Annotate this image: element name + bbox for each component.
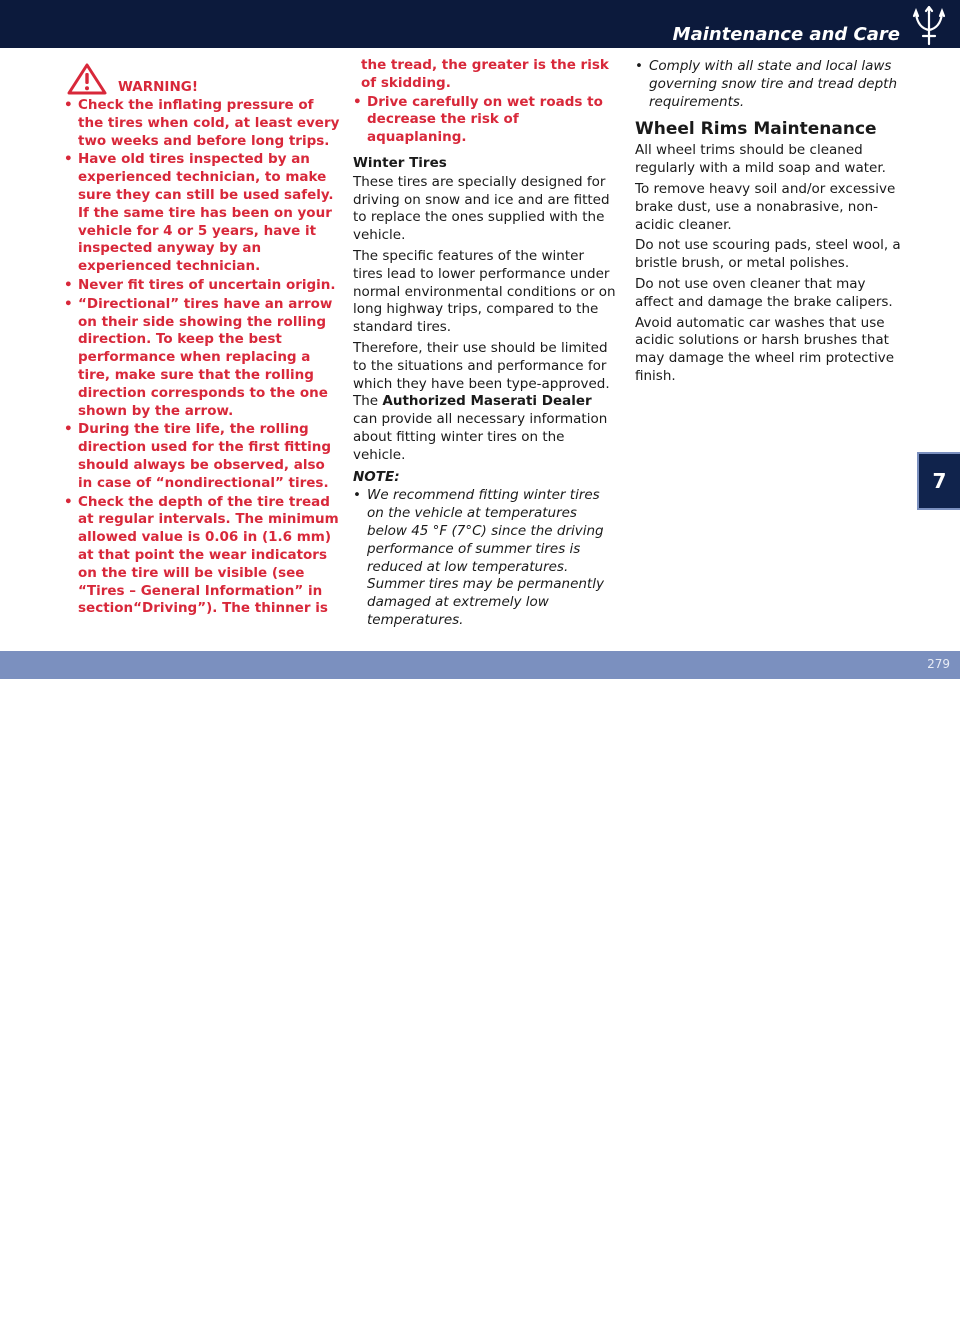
list-item: • We recommend fitting winter tires on the vehicle at temperatures below 45 °F (7°C) since the driving performance of summer tires is reduced at low temperatures. Summer tires may be permanently damaged at extremely low temperatures. (353, 487, 617, 629)
note-list-continued (635, 58, 905, 111)
rims-paragraph: Do not use scouring pads, steel wool, a bristle brush, or metal polishes. (635, 237, 901, 272)
list-item: • During the tire life, the rolling direction used for the first fitting should always be observed, also in case of “nondirectional” tires. (64, 421, 340, 492)
winter-paragraph: These tires are specially designed for driving on snow and ice and are fitted to replace the ones supplied with the vehicle. (353, 173, 610, 244)
section-title: Maintenance and Care (672, 24, 900, 45)
list-item: • Comply with all state and local laws governing snow tire and tread depth requirements. (635, 58, 905, 111)
warning-label: WARNING! (118, 79, 198, 95)
rims-paragraph: To remove heavy soil and/or excessive brake dust, use a nonabrasive, non-acidic cleaner. (635, 180, 896, 233)
list-item: • Check the depth of the tire tread at regular intervals. The minimum allowed value is 0.06 in (1.6 mm) at that point the wear indicators on the tire will be visible (see “Tires – General Information” in section“Driving”). The thinner is (64, 494, 340, 619)
page-header (0, 0, 960, 48)
list-item: • Check the inflating pressure of the tires when cold, at least every two weeks and before long trips. (64, 97, 340, 150)
chapter-tab[interactable]: 7 (917, 452, 960, 510)
page-number: 279 (927, 657, 950, 671)
warning-triangle-icon (66, 62, 108, 96)
list-item: • Drive carefully on wet roads to decrease the risk of aquaplaning. (353, 94, 617, 147)
page-footer (0, 651, 960, 1328)
maserati-trident-icon (912, 6, 946, 46)
warning-continuation: the tread, the greater is the risk of skidding. (361, 57, 609, 91)
column-right (635, 57, 905, 389)
list-item: • Have old tires inspected by an experienced technician, to make sure they can still be used safely. If the same tire has been on your vehicle for 4 or 5 years, have it inspected anyway by an experienced technician. (64, 151, 340, 276)
warning-header (66, 62, 340, 96)
winter-paragraph: The specific features of the winter tires lead to lower performance under normal environmental conditions or on long highway trips, compared to the standard tires. (353, 247, 616, 336)
note-list (353, 487, 617, 629)
winter-tires-heading: Winter Tires (353, 154, 447, 171)
note-label: NOTE: (353, 468, 400, 485)
winter-paragraph: Therefore, their use should be limited to the situations and performance for which they have been type-approved. The Authorized Maserati Dealer can provide all necessary information about fitting winter tires on the vehicle. (353, 339, 610, 463)
column-middle (353, 57, 617, 630)
rims-paragraph: All wheel trims should be cleaned regularly with a mild soap and water. (635, 142, 886, 177)
warning-list (64, 97, 340, 618)
list-item: • Never fit tires of uncertain origin. (64, 277, 340, 295)
wheel-rims-heading: Wheel Rims Maintenance (635, 119, 877, 140)
list-item: • “Directional” tires have an arrow on their side showing the rolling direction. To keep the best performance when replacing a tire, make sure that the rolling direction corresponds to the one shown by the arrow. (64, 296, 340, 421)
dealer-name: Authorized Maserati Dealer (382, 393, 592, 410)
rims-paragraph: Do not use oven cleaner that may affect and damage the brake calipers. (635, 275, 893, 310)
watermark: carmanualsonline.info (200, 1293, 598, 1328)
rims-paragraph: Avoid automatic car washes that use acidic solutions or harsh brushes that may damage the wheel rim protective finish. (635, 314, 895, 384)
column-left (64, 62, 340, 618)
warning-list-continued (353, 94, 617, 147)
